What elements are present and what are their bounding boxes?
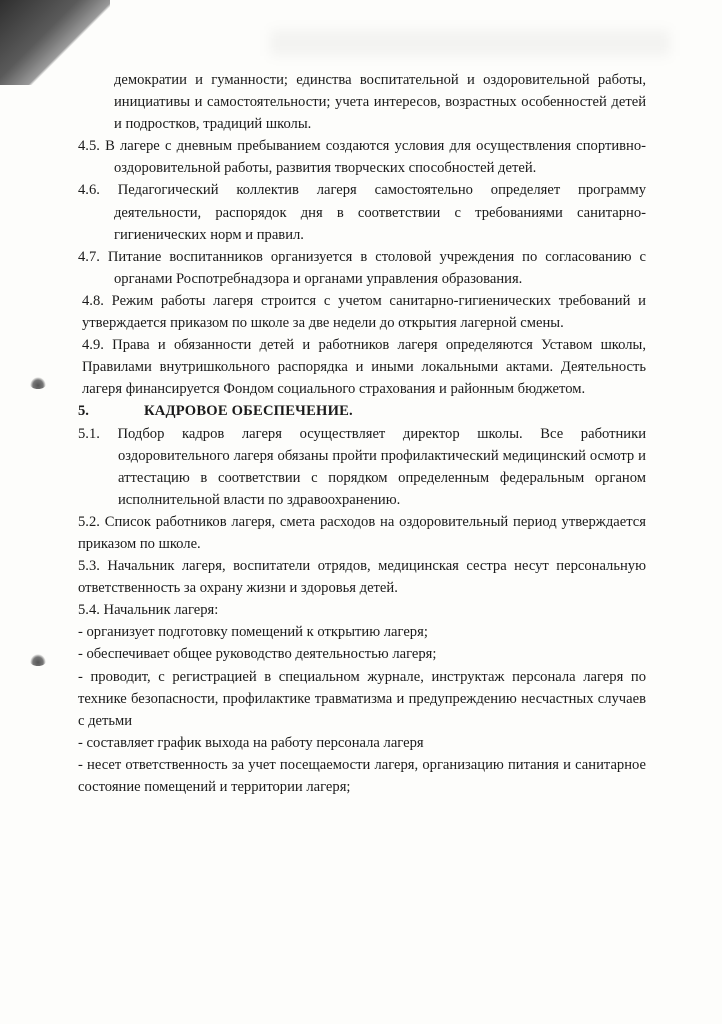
paragraph-4-5: 4.5. В лагере с дневным пребыванием создаются условия для осуществления спортивно-оздоровительной работы, развития творческих способностей детей. bbox=[78, 138, 646, 177]
section-5-heading bbox=[78, 400, 646, 422]
section-number: 5. bbox=[78, 403, 89, 420]
paragraph-5-1: 5.1. Подбор кадров лагеря осуществляет директор школы. Все работники оздоровительного лагеря обязаны пройти профилактический медицинский осмотр и аттестацию в соответствии с порядком определенным федеральным органом исполнительной власти по здравоохранению. bbox=[78, 425, 646, 508]
paragraph-4-4-continuation: демократии и гуманности; единства воспитательной и оздоровительной работы, инициативы и самостоятельности; учета интересов, возрастных особенностей детей и подростков, традиций школы. bbox=[114, 72, 646, 133]
paragraph-5-3: 5.3. Начальник лагеря, воспитатели отрядов, медицинская сестра несут персональную ответственность за охрану жизни и здоровья детей. bbox=[78, 558, 646, 597]
section-title: КАДРОВОЕ ОБЕСПЕЧЕНИЕ. bbox=[144, 403, 353, 420]
list-item: - обеспечивает общее руководство деятельностью лагеря; bbox=[78, 646, 437, 663]
list-item: - организует подготовку помещений к открытию лагеря; bbox=[78, 624, 428, 641]
list-item: - проводит, с регистрацией в специальном журнале, инструктаж персонала лагеря по технике безопасности, профилактике травматизма и предупреждению несчастных случаев с детьми bbox=[78, 668, 646, 729]
paragraph-4-6: 4.6. Педагогический коллектив лагеря самостоятельно определяет программу деятельности, распорядок дня в соответствии с требованиями санитарно-гигиенических норм и правил. bbox=[78, 182, 646, 243]
paragraph-4-8: 4.8. Режим работы лагеря строится с учетом санитарно-гигиенических требований и утверждается приказом по школе за две недели до открытия лагерной смены. bbox=[82, 292, 646, 332]
punch-hole-mark bbox=[30, 377, 46, 389]
paragraph-4-9: 4.9. Права и обязанности детей и работников лагеря определяются Уставом школы, Правилами внутришкольного распорядка и иными локальными актами. Деятельность лагеря финансируется Фондом социального страхования и районным бюджетом. bbox=[82, 337, 646, 398]
punch-hole-mark bbox=[30, 654, 46, 666]
paragraph-4-7: 4.7. Питание воспитанников организуется в столовой учреждения по согласованию с органами Роспотребнадзора и органами управления образования. bbox=[78, 248, 646, 287]
paragraph-5-2: 5.2. Список работников лагеря, смета расходов на оздоровительный период утверждается приказом по школе. bbox=[78, 513, 646, 552]
paragraph-5-4: 5.4. Начальник лагеря: bbox=[78, 602, 219, 619]
scan-smudge bbox=[270, 30, 670, 56]
list-item: - несет ответственность за учет посещаемости лагеря, организацию питания и санитарное состояние помещений и территории лагеря; bbox=[78, 756, 646, 795]
document-body bbox=[78, 69, 646, 798]
list-item: - составляет график выхода на работу персонала лагеря bbox=[78, 734, 424, 751]
